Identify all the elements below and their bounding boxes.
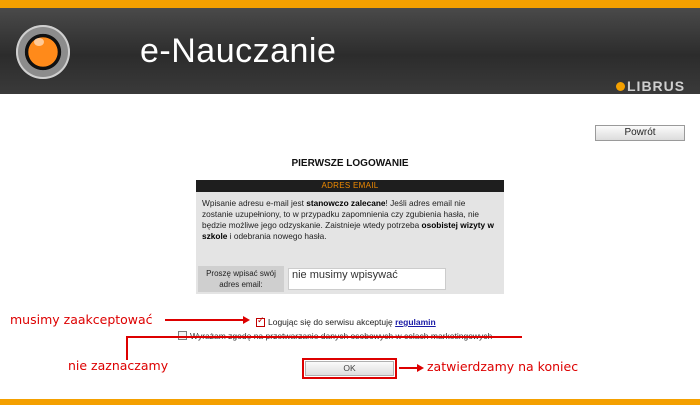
description-part2: ! Jeśli adres email nie zostanie uzupełniony, to w przypadku zapomnienia czy zgubienia hasła, nie będzie możliwe jego odzyskanie. Zaistnieje wtedy potrzeba bbox=[202, 198, 480, 230]
email-input[interactable]: nie musimy wpisywać bbox=[288, 268, 446, 290]
email-panel bbox=[196, 180, 504, 294]
app-header bbox=[0, 8, 700, 94]
email-row bbox=[196, 264, 504, 294]
description-strong1: stanowczo zalecane bbox=[306, 198, 386, 208]
ok-button[interactable]: OK bbox=[305, 361, 394, 376]
terms-consent-label bbox=[268, 317, 436, 327]
terms-checkbox[interactable] bbox=[256, 318, 265, 327]
brand-logo bbox=[616, 78, 685, 94]
description-part1: Wpisanie adresu e-mail jest bbox=[202, 198, 307, 208]
brand-name: LIBRUS bbox=[627, 78, 686, 94]
annotation-accept-arrow-line bbox=[165, 319, 243, 321]
page-title: PIERWSZE LOGOWANIE bbox=[291, 158, 409, 169]
annotation-pointer-line bbox=[126, 336, 128, 360]
annotation-strike-line bbox=[126, 336, 522, 338]
top-accent-stripe bbox=[0, 0, 700, 8]
description-strong2: osobistej wizyty w szkole bbox=[202, 220, 494, 241]
app-title: e-Nauczanie bbox=[140, 32, 337, 70]
bottom-accent-stripe bbox=[0, 399, 700, 405]
panel-heading: ADRES EMAIL bbox=[196, 180, 504, 192]
terms-text: Logując się do serwisu akceptuję bbox=[268, 317, 396, 327]
panel-description bbox=[202, 198, 498, 242]
orange-logo-icon bbox=[16, 25, 70, 79]
annotation-accept: musimy zaakceptować bbox=[10, 312, 153, 327]
terms-link[interactable]: regulamin bbox=[395, 317, 436, 327]
annotation-confirm: zatwierdzamy na koniec bbox=[427, 359, 579, 374]
annotation-confirm-arrow-head bbox=[417, 364, 424, 372]
annotation-ok-highlight bbox=[302, 358, 397, 379]
description-part3: i odebrania nowego hasła. bbox=[227, 231, 327, 241]
back-button[interactable]: Powrót bbox=[595, 125, 685, 141]
brand-dot-icon bbox=[616, 82, 625, 91]
annotation-do-not-check: nie zaznaczamy bbox=[68, 358, 169, 373]
email-label: Proszę wpisać swój adres email: bbox=[198, 266, 284, 292]
annotation-accept-arrow-head bbox=[243, 316, 250, 324]
annotation-confirm-arrow-line bbox=[399, 367, 417, 369]
